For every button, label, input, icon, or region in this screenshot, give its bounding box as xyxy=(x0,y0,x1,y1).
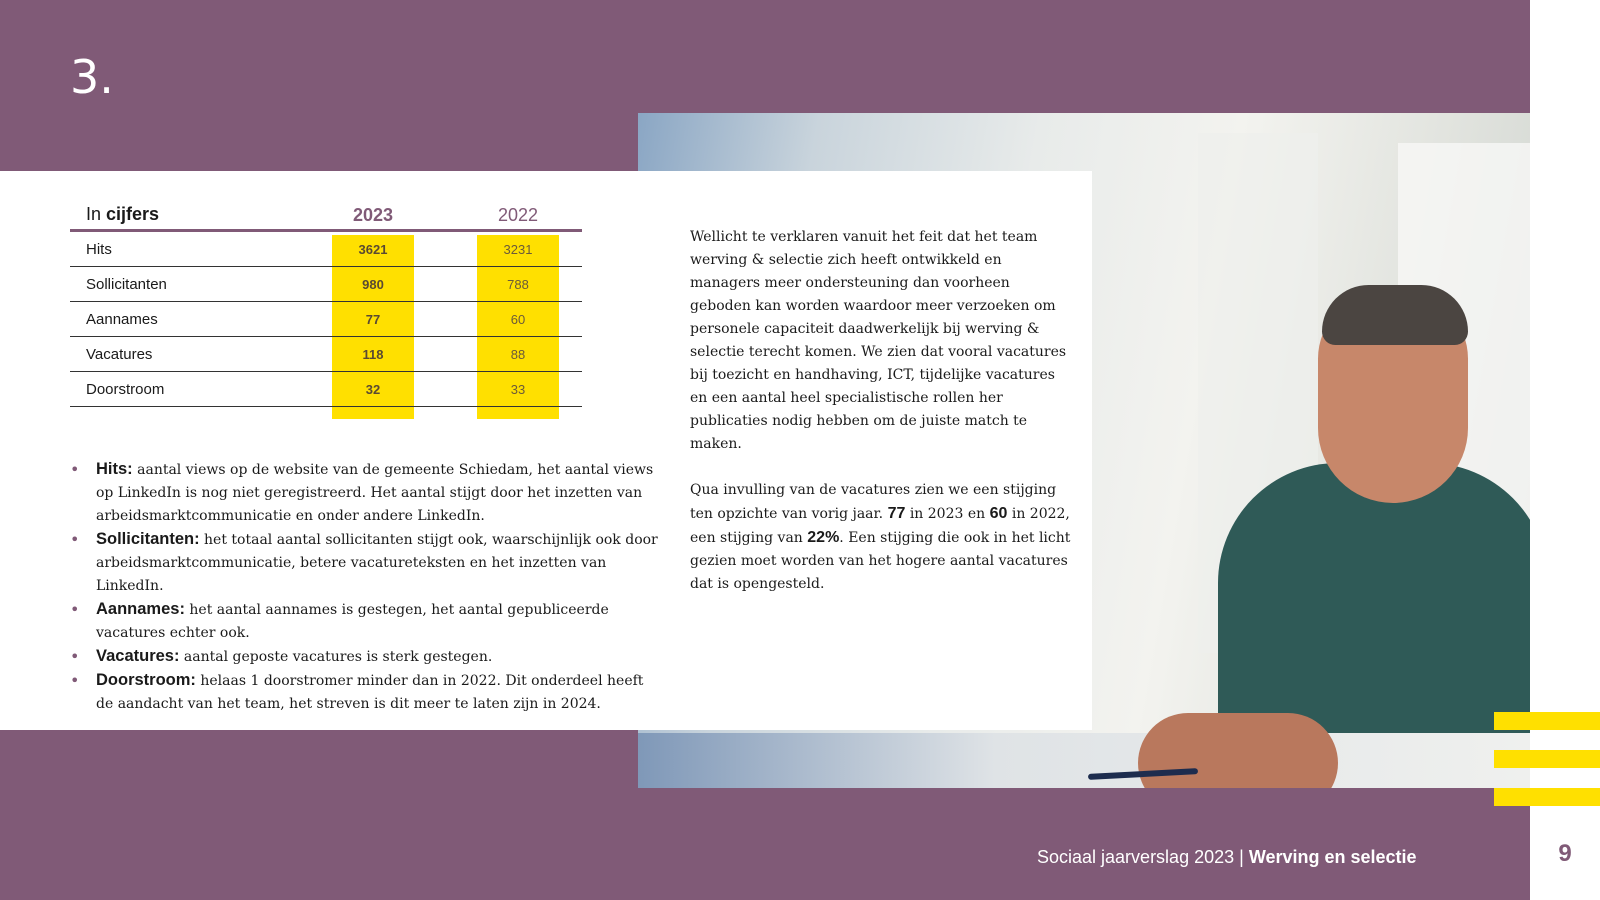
row-label: Doorstroom xyxy=(86,381,165,398)
value-previous: 33 xyxy=(510,382,526,397)
yellow-stripe xyxy=(1494,750,1600,768)
list-item-term: Sollicitanten: xyxy=(96,530,200,548)
footer-title: Sociaal jaarverslag 2023 | Werving en selectie xyxy=(1037,847,1417,867)
list-item-text: aantal geposte vacatures is sterk gestegen. xyxy=(179,649,493,665)
list-item-term: Doorstroom: xyxy=(96,671,196,689)
year-current-header: 2023 xyxy=(352,205,394,225)
page-number: 9 xyxy=(1558,840,1572,867)
value-current: 32 xyxy=(365,382,381,397)
value-current: 3621 xyxy=(358,242,388,257)
yellow-stripe xyxy=(1494,788,1600,806)
table-row xyxy=(70,267,582,302)
paragraph-1: Wellicht te verklaren vanuit het feit dat het team werving & selectie zich heeft ontwikkeld en managers meer ondersteuning dan voorheen geboden kan worden waardoor meer verzoeken om personele capaciteit daadwerkelijk bij werving & selectie terecht komen. We zien dat vooral vacatures bij toezicht en handhaving, ICT, tijdelijke vacatures en een aantal heel specialistische rollen her publicaties nodig hebben om de juiste match te maken. xyxy=(690,229,1067,452)
table-row xyxy=(70,337,582,372)
value-previous: 88 xyxy=(510,347,526,362)
row-label: Vacatures xyxy=(86,346,153,363)
row-label: Hits xyxy=(86,241,112,258)
body-text xyxy=(690,226,1075,619)
stats-table-title: In cijfers xyxy=(86,204,160,224)
explanation-list xyxy=(70,458,660,716)
table-row xyxy=(70,372,582,407)
yellow-stripe xyxy=(1494,712,1600,730)
list-item-text: het totaal aantal sollicitanten stijgt ook, waarschijnlijk ook door arbeidsmarktcommunicatie, betere vacatureteksten en het inzetten van LinkedIn. xyxy=(96,532,658,594)
list-item-text: aantal views op de website van de gemeente Schiedam, het aantal views op LinkedIn is nog niet geregistreerd. Het aantal stijgt door het inzetten van arbeidsmarktcommunicatie en onder andere LinkedIn. xyxy=(96,462,654,524)
section-number: 3. xyxy=(70,50,114,104)
list-item xyxy=(70,645,660,669)
value-current: 77 xyxy=(365,312,381,327)
paragraph-2: Qua invulling van de vacatures zien we een stijging ten opzichte van vorig jaar. 77 in 2023 en 60 in 2022, een stijging van 22%. Een stijging die ook in het licht gezien moet worden van het hogere aantal vacatures dat is opengesteld. xyxy=(690,482,1071,592)
value-previous: 3231 xyxy=(503,242,533,257)
table-row xyxy=(70,232,582,267)
row-label: Aannames xyxy=(86,311,158,328)
stats-table-header xyxy=(70,200,582,232)
list-item xyxy=(70,528,660,598)
value-previous: 788 xyxy=(507,277,529,292)
list-item-term: Aannames: xyxy=(96,600,185,618)
row-label: Sollicitanten xyxy=(86,276,167,293)
list-item-text: helaas 1 doorstromer minder dan in 2022. Dit onderdeel heeft de aandacht van het team, het streven is dit meer te laten zijn in 2024. xyxy=(96,673,644,712)
value-current: 118 xyxy=(362,347,384,362)
list-item-term: Vacatures: xyxy=(96,647,180,665)
list-item-text: het aantal aannames is gestegen, het aantal gepubliceerde vacatures echter ook. xyxy=(96,602,609,641)
list-item-term: Hits: xyxy=(96,460,133,478)
value-previous: 60 xyxy=(510,312,526,327)
year-previous-header: 2022 xyxy=(497,205,539,225)
table-row xyxy=(70,302,582,337)
stats-table xyxy=(70,200,582,407)
list-item xyxy=(70,598,660,645)
value-current: 980 xyxy=(362,277,384,292)
list-item xyxy=(70,669,660,716)
list-item xyxy=(70,458,660,528)
